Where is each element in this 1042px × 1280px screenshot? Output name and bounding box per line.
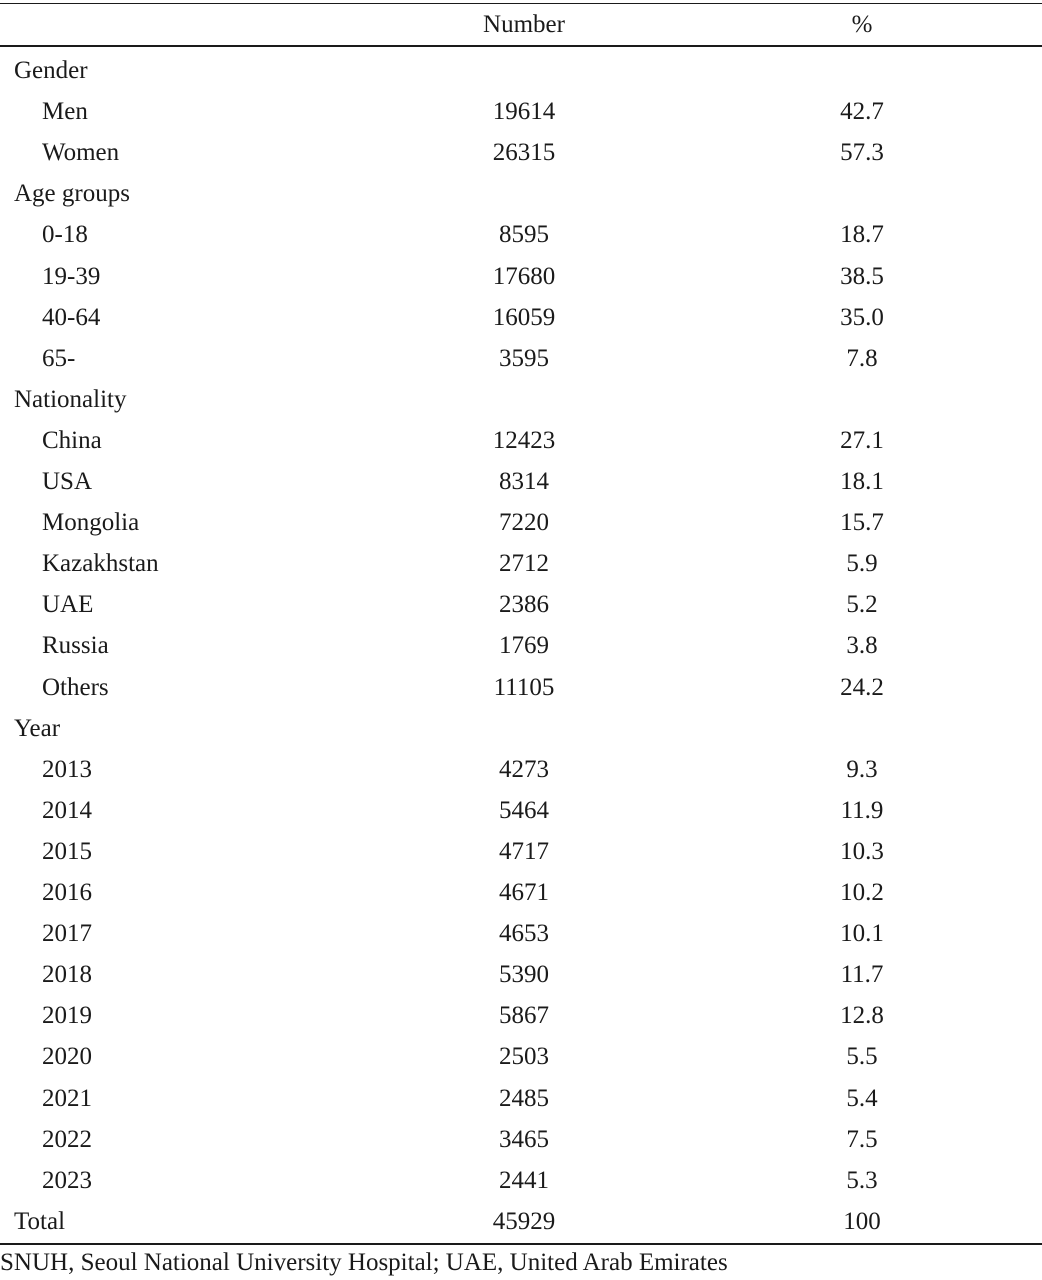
table-group-row <box>0 50 1042 91</box>
table-group-row <box>0 379 1042 420</box>
cell-number: 11105 <box>493 673 555 701</box>
row-label: Others <box>42 673 109 701</box>
cell-percent: 15.7 <box>840 509 884 537</box>
cell-percent: 11.9 <box>840 796 884 824</box>
table-group-row <box>0 173 1042 214</box>
table-row <box>0 1119 1042 1160</box>
cell-number: 7220 <box>499 509 549 537</box>
table-row <box>0 338 1042 379</box>
row-label: 2022 <box>42 1125 92 1153</box>
row-label: 2021 <box>42 1084 92 1112</box>
row-label: Mongolia <box>42 509 140 537</box>
cell-number: 1769 <box>499 632 549 660</box>
row-label: 2017 <box>42 920 92 948</box>
table-group-row <box>0 708 1042 749</box>
table-row <box>0 954 1042 995</box>
cell-number: 3465 <box>499 1125 549 1153</box>
row-label: UAE <box>42 591 94 619</box>
table-group-row <box>0 1201 1042 1242</box>
cell-percent: 12.8 <box>840 1002 884 1030</box>
group-label: Gender <box>14 57 88 84</box>
row-label: 65- <box>42 344 76 372</box>
row-label: 2020 <box>42 1043 92 1071</box>
cell-percent: 42.7 <box>840 98 884 126</box>
cell-number: 4653 <box>499 920 549 948</box>
table-row <box>0 1036 1042 1077</box>
row-label: Women <box>42 139 120 167</box>
table-row <box>0 790 1042 831</box>
cell-number: 17680 <box>492 262 556 290</box>
cell-number: 5464 <box>499 796 549 824</box>
cell-number: 12423 <box>492 426 556 454</box>
table-row <box>0 1160 1042 1201</box>
row-label: 2018 <box>42 961 92 989</box>
cell-percent: 11.7 <box>840 961 884 989</box>
row-label: 2014 <box>42 796 92 824</box>
cell-percent: 38.5 <box>840 262 884 290</box>
cell-number: 2386 <box>499 591 549 619</box>
cell-percent: 27.1 <box>840 426 884 454</box>
table-row <box>0 913 1042 954</box>
table-bottom-rule <box>0 1243 1042 1245</box>
table-row <box>0 297 1042 338</box>
row-label: USA <box>42 468 93 495</box>
cell-number: 5867 <box>499 1002 549 1030</box>
cell-percent: 9.3 <box>846 755 878 783</box>
cell-percent: 3.8 <box>846 632 878 660</box>
row-label: 40-64 <box>42 303 101 331</box>
table-row <box>0 502 1042 543</box>
group-label: Age groups <box>14 180 130 208</box>
group-label: Nationality <box>14 385 127 413</box>
cell-percent: 10.1 <box>840 920 884 948</box>
row-label: 2023 <box>42 1166 92 1194</box>
table-row <box>0 214 1042 255</box>
cell-number: 8595 <box>499 221 549 249</box>
cell-number: 19614 <box>492 98 556 126</box>
cell-percent: 18.1 <box>840 468 884 495</box>
cell-percent: 100 <box>843 1207 881 1235</box>
header-number: Number <box>483 11 565 38</box>
table-row <box>0 420 1042 461</box>
cell-percent: 5.4 <box>846 1084 878 1112</box>
cell-number: 2485 <box>499 1084 549 1112</box>
cell-percent: 7.8 <box>846 344 878 372</box>
cell-number: 26315 <box>492 139 556 167</box>
row-label: 2019 <box>42 1002 92 1030</box>
row-label: 2015 <box>42 837 92 865</box>
cell-number: 2712 <box>499 550 549 578</box>
group-label: Total <box>14 1207 66 1235</box>
cell-number: 2441 <box>499 1166 549 1194</box>
table-row <box>0 543 1042 584</box>
row-label: 2013 <box>42 755 92 783</box>
table-row <box>0 132 1042 173</box>
table-row <box>0 91 1042 132</box>
cell-percent: 5.2 <box>846 591 878 619</box>
row-label: 0-18 <box>42 221 88 249</box>
cell-number: 5390 <box>499 961 549 989</box>
row-label: China <box>42 426 102 454</box>
cell-number: 4273 <box>499 755 549 783</box>
cell-number: 4717 <box>499 837 549 865</box>
cell-percent: 5.5 <box>846 1043 878 1071</box>
table-row <box>0 667 1042 708</box>
row-label: Men <box>42 98 88 126</box>
cell-number: 4671 <box>499 879 549 906</box>
header-percent: % <box>851 11 873 38</box>
cell-percent: 10.3 <box>840 837 884 865</box>
cell-number: 3595 <box>499 344 549 372</box>
cell-percent: 5.9 <box>846 550 878 578</box>
table-header-rule <box>0 45 1042 47</box>
table-row <box>0 256 1042 297</box>
table-row <box>0 831 1042 872</box>
table-row <box>0 749 1042 790</box>
row-label: Russia <box>42 632 109 660</box>
table-row <box>0 872 1042 913</box>
table-header-row <box>0 4 1042 45</box>
table-row <box>0 1078 1042 1119</box>
cell-number: 2503 <box>499 1043 549 1071</box>
row-label: 2016 <box>42 879 92 906</box>
cell-percent: 18.7 <box>840 221 884 249</box>
table-row <box>0 461 1042 502</box>
cell-percent: 24.2 <box>840 673 884 701</box>
table-row <box>0 625 1042 666</box>
cell-percent: 10.2 <box>840 879 884 906</box>
cell-percent: 57.3 <box>840 139 884 167</box>
cell-number: 45929 <box>492 1207 556 1235</box>
cell-percent: 35.0 <box>840 303 884 331</box>
table-footnote: SNUH, Seoul National University Hospital; UAE, United Arab Emirates <box>0 1249 728 1276</box>
table-row <box>0 995 1042 1036</box>
group-label: Year <box>14 714 61 742</box>
cell-number: 8314 <box>499 468 549 495</box>
cell-percent: 7.5 <box>846 1125 878 1153</box>
cell-percent: 5.3 <box>846 1166 878 1194</box>
row-label: 19-39 <box>42 262 101 290</box>
row-label: Kazakhstan <box>42 550 159 578</box>
table-row <box>0 584 1042 625</box>
cell-number: 16059 <box>492 303 556 331</box>
